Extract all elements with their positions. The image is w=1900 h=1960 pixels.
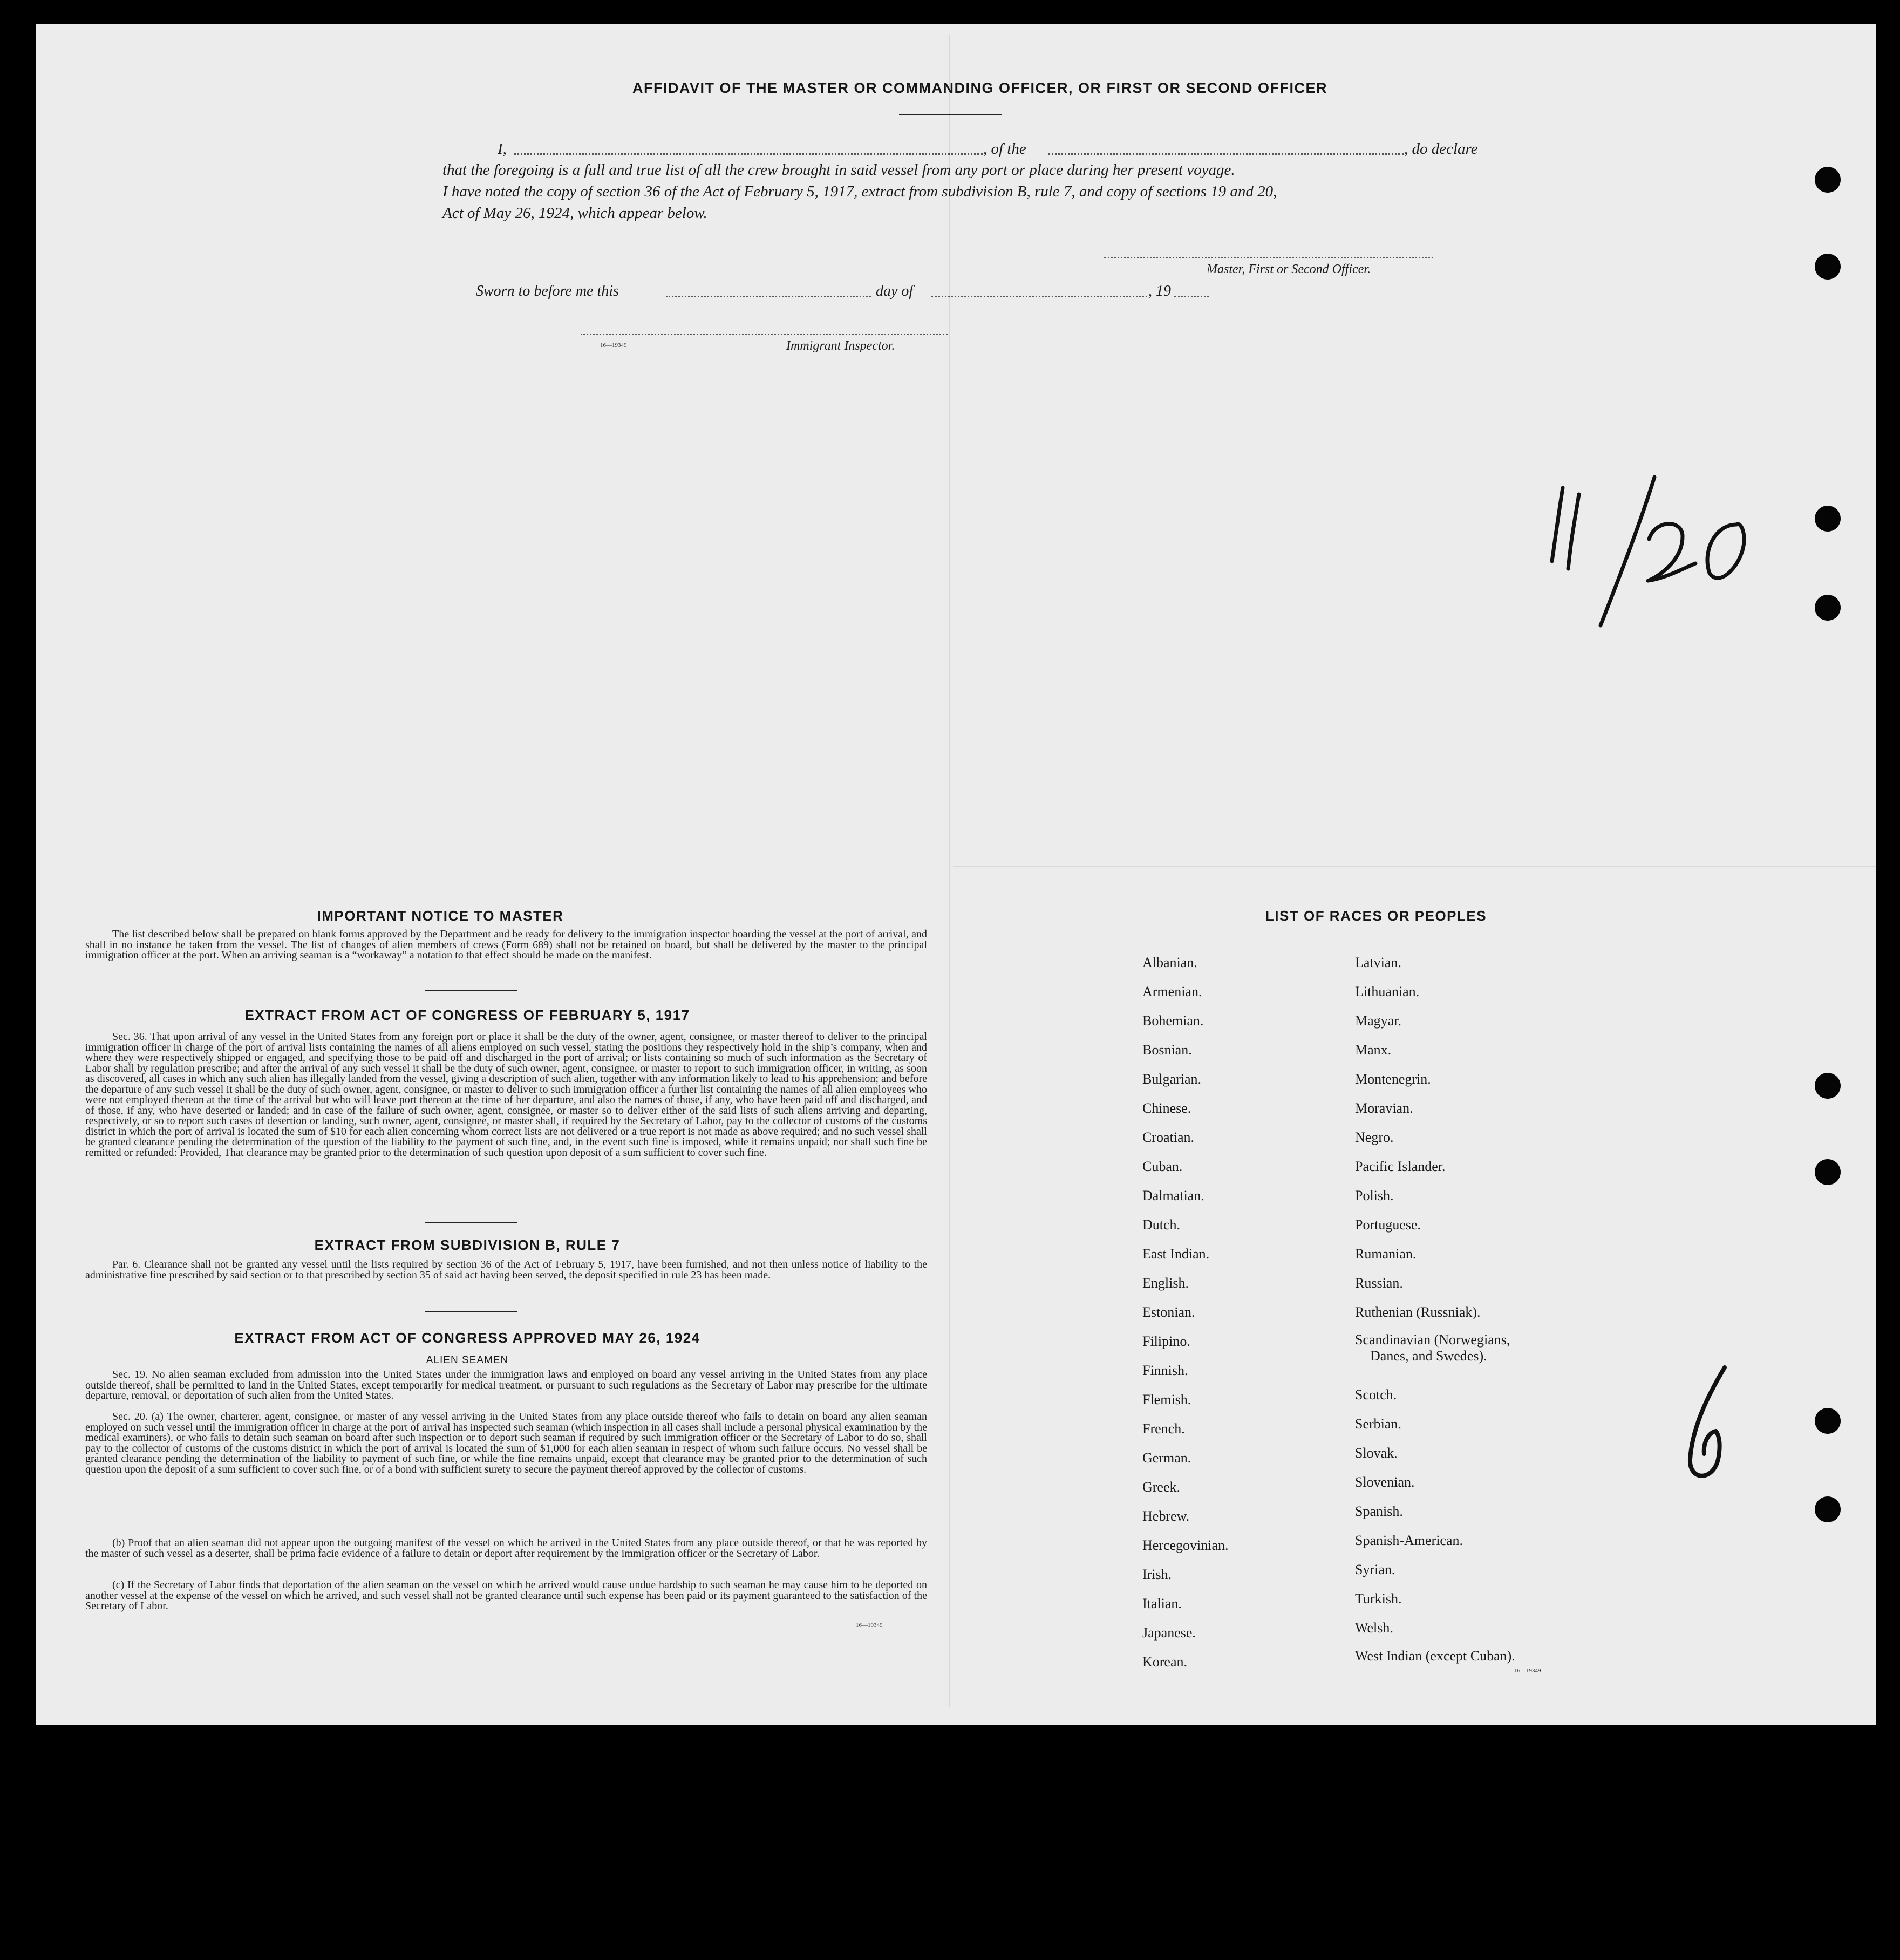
page-fold [949, 35, 950, 1707]
race-item: Estonian. [1142, 1304, 1195, 1320]
document-page [36, 24, 1876, 1725]
extract-1917-body: Sec. 36. That upon arrival of any vessel in the United States from any foreign port or place it shall be the duty of the owner, agent, consignee, or master thereof to deliver to the principal immigration officer in charge of the port of arrival lists containing the names of all aliens employed on such vessel, stating the positions they respectively hold in the ship’s company, when and where they were respectively shipped or engaged, and specifying those to be paid off and discharged in the port of arrival; or lists containing so much of such information as the Secretary of Labor shall by regulation prescribe; and after the arrival of any such vessel it shall be the duty of such owner, agent, consignee, or master to report to such immigration officer, in writing, as soon as discovered, all cases in which any such alien has illegally landed from the vessel, giving a description of such alien, together with any information likely to lead to his apprehension; and before the departure of any such vessel it shall be the duty of such owner, agent, consignee, or master to deliver to such immigration officer a further list containing the names of all alien employees who were not employed thereon at the time of the arrival but who will leave port thereon at the time of her departure, and also the names of those, if any, who have been paid off and discharged, and of those, if any, who have deserted or landed; and in case of the failure of such owner, agent, consignee, or master so to deliver either of the said lists of such aliens arriving and departing, respectively, or so to report such cases of desertion or landing, such owner, agent, consignee, or master shall, if required by the Secretary of Labor, pay to the collector of customs of the customs district in which the port of arrival is located the sum of $10 for each alien concerning whom correct lists are not delivered or a true report is not made as above required; and no such vessel shall be granted clearance pending the determination of the question of the liability to the payment of such fine, and, in the event such fine is imposed, while it remains unpaid; nor shall such fine be remitted or refunded: Provided, That clearance may be granted prior to the determination of such question upon deposit of a sum sufficient to cover such fine. [85, 1031, 927, 1159]
handwritten-page-number [1671, 1362, 1746, 1492]
name-blank [514, 153, 983, 155]
races-form-number: 16—19349 [1514, 1668, 1541, 1674]
extract-1917-title: EXTRACT FROM ACT OF CONGRESS OF FEBRUARY 5, 1917 [244, 1007, 690, 1023]
race-item: Slovenian. [1355, 1474, 1415, 1490]
race-item: Slovak. [1355, 1445, 1398, 1461]
extract-rule7-body: Par. 6. Clearance shall not be granted any vessel until the lists required by section 36 of the Act of February 5, 1917, have been furnished, and not then unless notice of liability to the administrative fine prescribed by said section or to that prescribed by section 35 of said act having been served, the deposit specified in rule 23 has been made. [85, 1258, 927, 1281]
race-item: Flemish. [1142, 1392, 1191, 1407]
sworn-month-blank [931, 296, 1147, 297]
race-item: Korean. [1142, 1654, 1188, 1670]
notice-rule [425, 990, 517, 991]
affidavit-of-the: , of the [983, 140, 1026, 158]
extract-1924-title: EXTRACT FROM ACT OF CONGRESS APPROVED MAY 26, 1924 [234, 1330, 700, 1346]
extract-rule7-title: EXTRACT FROM SUBDIVISION B, RULE 7 [314, 1237, 621, 1253]
race-item: Bulgarian. [1142, 1071, 1202, 1087]
binding-hole [1815, 1159, 1841, 1185]
race-item: Filipino. [1142, 1333, 1190, 1349]
inspector-line [581, 334, 948, 335]
race-item: Polish. [1355, 1188, 1394, 1203]
race-item: Hebrew. [1142, 1508, 1190, 1524]
race-item: Japanese. [1142, 1625, 1196, 1641]
sworn-prefix: Sworn to before me this [476, 283, 619, 300]
title-rule [899, 114, 1002, 115]
race-item: Pacific Islander. [1355, 1159, 1446, 1174]
race-item: Montenegrin. [1355, 1071, 1431, 1087]
binding-hole [1815, 1408, 1841, 1434]
race-item: French. [1142, 1421, 1185, 1437]
race-item: Lithuanian. [1355, 984, 1420, 999]
affidavit-do-declare: , do declare [1404, 140, 1478, 158]
race-item: Scandinavian (Norwegians, [1355, 1332, 1510, 1348]
binding-hole [1815, 1496, 1841, 1522]
race-item: Moravian. [1355, 1100, 1413, 1116]
race-item: Magyar. [1355, 1013, 1401, 1029]
sworn-day-of: day of [876, 283, 914, 300]
race-item: Chinese. [1142, 1100, 1191, 1116]
affidavit-form-number: 16—19349 [600, 342, 627, 349]
race-item: Spanish-American. [1355, 1533, 1463, 1548]
sworn-year: , 19 [1148, 283, 1171, 300]
race-item: Negro. [1355, 1129, 1394, 1145]
race-item: Dutch. [1142, 1217, 1181, 1233]
inspector-caption: Immigrant Inspector. [786, 339, 895, 353]
notice-body: The list described below shall be prepared on blank forms approved by the Department and be ready for delivery to the immigration inspector boarding the vessel at the port of arrival, and shall in no instance be taken from the vessel. The list of changes of alien members of crews (Form 689) shall not be retained on board, but shall be delivered by the master to the principal immigration officer at the port. When an arriving seaman is a “workaway” a notation to that effect should be made on the manifest. [85, 928, 927, 961]
sworn-date-blank [666, 296, 871, 297]
race-item: Armenian. [1142, 984, 1202, 999]
race-item: Dalmatian. [1142, 1188, 1204, 1203]
race-item: Rumanian. [1355, 1246, 1417, 1262]
race-item: Finnish. [1142, 1363, 1188, 1378]
binding-hole [1815, 595, 1841, 621]
race-item: Scotch. [1355, 1387, 1397, 1403]
binding-hole [1815, 1073, 1841, 1099]
race-item: Danes, and Swedes). [1370, 1348, 1487, 1364]
race-item: Irish. [1142, 1567, 1172, 1582]
race-item: East Indian. [1142, 1246, 1210, 1262]
race-item: Syrian. [1355, 1562, 1395, 1577]
race-item: Latvian. [1355, 955, 1401, 970]
vessel-blank [1048, 153, 1404, 155]
race-item: German. [1142, 1450, 1191, 1466]
race-item: Welsh. [1355, 1620, 1393, 1636]
races-title: LIST OF RACES OR PEOPLES [1265, 908, 1487, 924]
race-item: Russian. [1355, 1275, 1403, 1291]
notice-title: IMPORTANT NOTICE TO MASTER [317, 908, 564, 924]
race-item: Bosnian. [1142, 1042, 1192, 1058]
extract-rule7-rule [425, 1311, 517, 1312]
handwritten-date [1541, 455, 1806, 634]
handwritten-date-text: 11/20 [1541, 455, 1543, 456]
extract-1917-rule [425, 1222, 517, 1223]
sworn-year-blank [1174, 296, 1209, 297]
extract-form-number: 16—19349 [856, 1622, 883, 1629]
affidavit-i: I, [498, 140, 507, 158]
race-item: Bohemian. [1142, 1013, 1204, 1029]
signature-caption: Master, First or Second Officer. [1207, 262, 1371, 276]
race-item: Greek. [1142, 1479, 1181, 1495]
binding-hole [1815, 254, 1841, 280]
race-item: West Indian (except Cuban). [1355, 1648, 1515, 1664]
race-item: Italian. [1142, 1596, 1182, 1611]
extract-1924-sec20a: Sec. 20. (a) The owner, charterer, agent, consignee, or master of any vessel arriving in the United States from any place outside thereof who fails to detain on board any alien seaman employed on such vessel until the immigration officer in charge at the port of arrival has inspected such seaman (which inspection in all cases shall include a personal physical examination by the medical examiners), or who fails to detain such seaman on board after such inspection or to deport such seaman if required by such immigration officer or the Secretary of Labor to do so, shall pay to the collector of customs of the customs district in which the port of arrival is located the sum of $1,000 for each alien seaman in respect of whom such failure occurs. No vessel shall be granted clearance pending the determination of the liability to payment of such fine, or while the fine remains unpaid, except that clearance may be granted prior to the determination of such question upon the deposit of a sum sufficient to cover such fine, or of a bond with sufficient surety to secure the payment thereof approved by the collector of customs. [85, 1411, 927, 1475]
signature-line [1104, 257, 1433, 258]
extract-1924-sec20c: (c) If the Secretary of Labor finds that deportation of the alien seaman on the vessel on which he arrived would cause undue hardship to such seaman he may cause him to be deported on another vessel at the expense of the vessel on which he arrived, and such vessel shall not be granted clearance until such expense has been paid or its payment guaranteed to the satisfaction of the Secretary of Labor. [85, 1579, 927, 1612]
race-item: Portuguese. [1355, 1217, 1421, 1233]
race-item: English. [1142, 1275, 1189, 1291]
race-item: Croatian. [1142, 1129, 1195, 1145]
race-item: Serbian. [1355, 1416, 1401, 1432]
extract-1924-sec20b: (b) Proof that an alien seaman did not appear upon the outgoing manifest of the vessel on which he arrived in the United States from any place outside thereof, or that he was reported by the master of such vessel as a deserter, shall be prima facie evidence of a failure to detain or deport after requirement by the immigration officer or the Secretary of Labor. [85, 1537, 927, 1560]
affidavit-line-3: I have noted the copy of section 36 of the Act of February 5, 1917, extract from subdivision B, rule 7, and copy of sections 19 and 20, [442, 183, 1277, 200]
affidavit-title: AFFIDAVIT OF THE MASTER OR COMMANDING OFFICER, OR FIRST OR SECOND OFFICER [632, 80, 1327, 96]
extract-1924-subtitle: ALIEN SEAMEN [426, 1355, 509, 1366]
race-item: Ruthenian (Russniak). [1355, 1304, 1481, 1320]
affidavit-line-4: Act of May 26, 1924, which appear below. [442, 205, 707, 222]
race-item: Spanish. [1355, 1503, 1403, 1519]
binding-hole [1815, 167, 1841, 193]
race-item: Turkish. [1355, 1591, 1402, 1607]
section-divider [953, 866, 1876, 867]
race-item: Hercegovinian. [1142, 1537, 1229, 1553]
affidavit-line-2: that the foregoing is a full and true list of all the crew brought in said vessel from any port or place during her present voyage. [442, 161, 1235, 179]
binding-hole [1815, 506, 1841, 532]
race-item: Manx. [1355, 1042, 1392, 1058]
race-item: Cuban. [1142, 1159, 1183, 1174]
extract-1924-sec19: Sec. 19. No alien seaman excluded from admission into the United States under the immigration laws and employed on board any vessel arriving in the United States from any place outside thereof, shall be permitted to land in the United States, except temporarily for medical treatment, or pursuant to such regulations as the Secretary of Labor may prescribe for the ultimate departure, removal, or deportation of such alien from the United States. [85, 1369, 927, 1401]
race-item: Albanian. [1142, 955, 1197, 970]
